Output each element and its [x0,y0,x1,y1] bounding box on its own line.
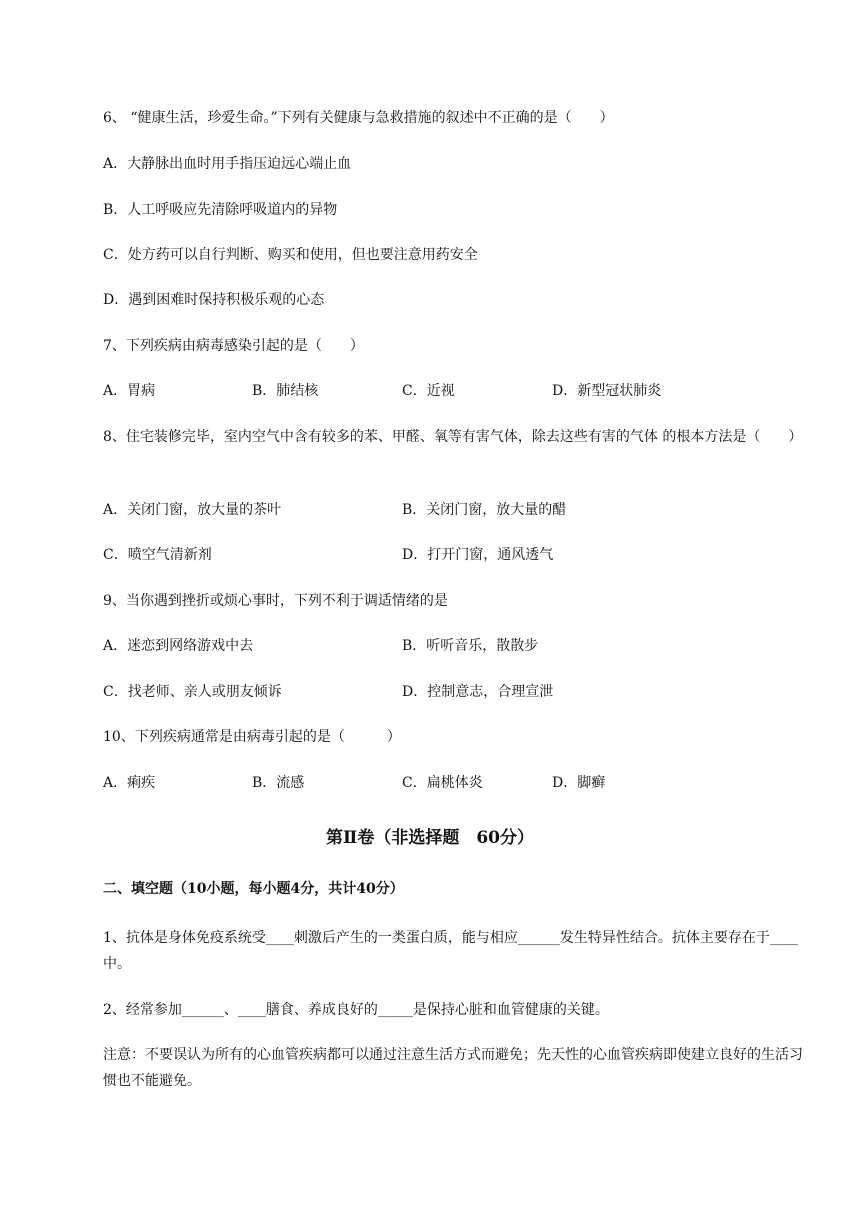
q6-option-b: B．人工呼吸应先清除呼吸道内的异物 [103,202,338,218]
q6-option-c: C．处方药可以自行判断、购买和使用，但也要注意用药安全 [103,247,478,263]
q7-option-d: D．新型冠状肺炎 [552,383,662,399]
q6-option-d: D．遇到困难时保持积极乐观的心态 [103,292,325,308]
q8-option-d: D．打开门窗，通风透气 [402,547,554,563]
part2-title: 第Ⅱ卷（非选择题 60分） [326,828,534,848]
q7-option-c: C．近视 [402,383,455,399]
q10-option-c: C．扁桃体炎 [402,775,483,791]
note-paragraph: 注意：不要误认为所有的心血管疾病都可以通过注意生活方式而避免；先天性的心血管疾病即使建立良好的生活习惯也不能避免。 [103,1047,803,1089]
q9-option-d: D．控制意志，合理宣泄 [402,684,554,700]
fill-question-1: 1、抗体是身体免疫系统受____刺激后产生的一类蛋白质，能与相应______发生特异性结合。抗体主要存在于____中。 [103,930,798,972]
section-heading: 二、填空题（10小题，每小题4分，共计40分） [103,881,404,897]
q9-option-c: C．找老师、亲人或朋友倾诉 [103,684,282,700]
q9-stem: 9、当你遇到挫折或烦心事时，下列不利于调适情绪的是 [103,593,448,609]
q8-option-b: B．关闭门窗，放大量的醋 [402,502,567,518]
q10-option-d: D．脚癣 [552,775,606,791]
q7-stem: 7、下列疾病由病毒感染引起的是（ ） [103,338,364,354]
q7-option-a: A．胃病 [103,383,156,399]
q10-stem: 10、下列疾病通常是由病毒引起的是（ ） [103,729,401,745]
q9-option-a: A．迷恋到网络游戏中去 [103,638,254,654]
q10-option-b: B．流感 [252,775,305,791]
fill-question-2: 2、经常参加______、____膳食、养成良好的_____是保持心脏和血管健康的关键。 [103,1002,609,1018]
q7-option-b: B．肺结核 [252,383,319,399]
q10-option-a: A．痢疾 [103,775,156,791]
q8-stem: 8、住宅装修完毕，室内空气中含有较多的苯、甲醛、氧等有害气体，除去这些有害的气体 的根本方法是（ ） [103,429,803,445]
q8-option-c: C．喷空气清新剂 [103,547,212,563]
q6-stem: 6、 “健康生活，珍爱生命。”下列有关健康与急救措施的叙述中不正确的是（ ） [103,110,614,126]
q8-option-a: A．关闭门窗，放大量的茶叶 [103,502,282,518]
q9-option-b: B．听听音乐，散散步 [402,638,539,654]
q6-option-a: A．大静脉出血时用手指压迫远心端止血 [103,156,352,172]
